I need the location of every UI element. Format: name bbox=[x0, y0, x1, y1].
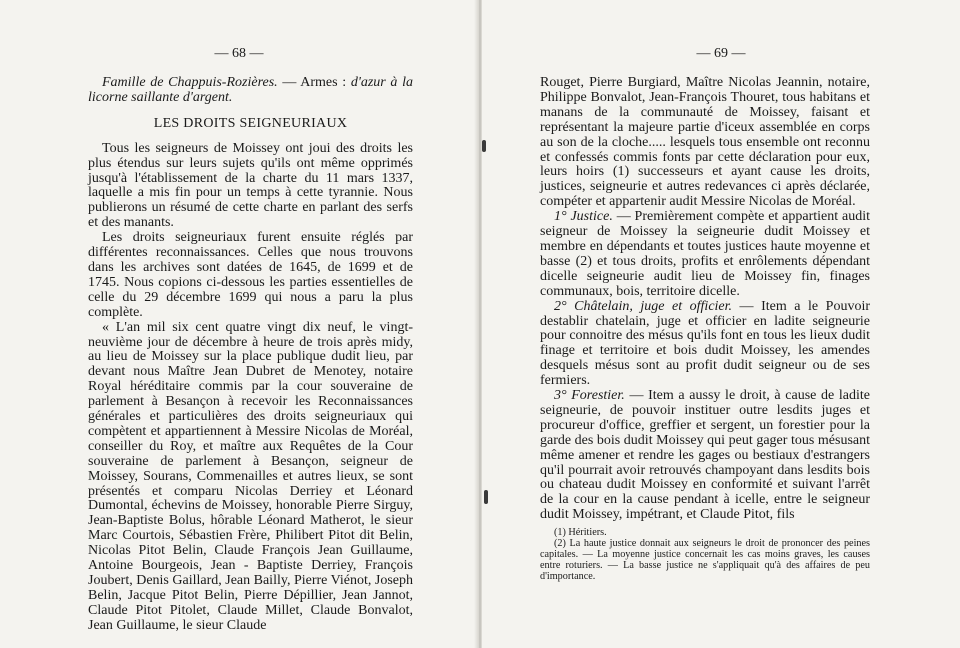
paragraph: Les droits seigneuriaux furent ensuite réglés par différentes reconnaissances. Celles que nous trouvons dans les archives sont datées de 1645, de 1699 et de 1745. Nous copions ci-dessous les parties essentielles de celle du 29 décembre 1699 qui nous a paru la plus complète. bbox=[88, 230, 413, 320]
article-label: 1° Justice. bbox=[554, 209, 613, 225]
article-text: — Premièrement compète et appartient audit seigneur de Moissey la seigneurie dudit Moissey et membre en dépendants et toutes justices haute moyenne et basse (2) et tous droits, profits et enrôlements dépendant dicelle seigneurie audit lieu de Moissey fin, finages communaux, bois, territoire dicelle. bbox=[540, 209, 870, 299]
footnote: (2) La haute justice donnait aux seigneurs le droit de prononcer des peines capitales. — La moyenne justice concernait les cas moins graves, les causes entre roturiers. — La basse justice ne s'appliquait qu'à des affaires de peu d'importance. bbox=[540, 538, 870, 582]
article-label: 2° Châtelain, juge et officier. bbox=[554, 298, 733, 314]
article-justice bbox=[540, 210, 870, 299]
family-arms: d'azur à la licorne saillante d'argent. bbox=[88, 75, 414, 105]
right-page bbox=[482, 0, 960, 648]
article-chatelain bbox=[540, 300, 870, 389]
paragraph: Rouget, Pierre Burgiard, Maître Nicolas Jeannin, notaire, Philippe Bonvalot, Jean-François Thouret, tous habitans et manans de la communauté de Moissey, faisant et représentant la majeure partie d'iceux assemblée en corps au son de la cloche..... lesquels tous ensemble ont reconnu et confessés commis fonts par cette déclaration pour eux, leurs hoirs (1) successeurs et ayant cause les droits, justices, seigneurie et autres redevances ci après déclarée, compéter et appartenir audit Messire Nicolas de Moréal. bbox=[540, 75, 870, 210]
left-text-block bbox=[88, 76, 413, 634]
article-label: 3° Forestier. bbox=[554, 388, 625, 404]
binding-mark bbox=[484, 490, 488, 504]
family-line bbox=[88, 76, 413, 106]
page-number: — 69 — bbox=[696, 46, 746, 61]
footnote: (1) Héritiers. bbox=[554, 527, 607, 538]
paragraph: Tous les seigneurs de Moissey ont joui des droits les plus étendus sur leurs sujets qu'ils ont même opprimés jusqu'à l'établissement de la charte du 11 mars 1337, laquelle a mis fin pour un temps à cette tyrannie. Nous publierons un résumé de cette charte en parlant des serfs et des manants. bbox=[88, 140, 413, 231]
article-text: — Item a le Pouvoir destablir chatelain, juge et officier en ladite seigneurie pour connoitre des mésus qu'ils font en tous les lieux dudit finage et territoire et bois dudit Moissey, les amendes desquels mésus sont au profit dudit seigneur ou de ses fermiers. bbox=[540, 298, 870, 389]
family-arms-label: — Armes : bbox=[277, 75, 351, 90]
paragraph: « L'an mil six cent quatre vingt dix neuf, le vingt-neuvième jour de décembre à heure de trois après midy, au lieu de Moissey sur la place publique dudit lieu, par devant nous Maître Jean Dubret de Menotey, notaire Royal héréditaire commis par la cour souveraine de parlement à Besançon à recevoir les Reconnaissances générales et particulières des droits seigneuriaux qui compètent et appartiennent à Messire Nicolas de Moréal, conseiller du Roy, et maître aux Requêtes de la Cour souveraine de parlement à Besançon, seigneur de Moissey, Sourans, Commenailles et autres lieux, se sont présentés et comparu Nicolas Derriey et Léonard Dumontal, échevins de Moissey, honorable Pierre Sirguy, Jean-Baptiste Bolus, hôrable Léonard Matherot, le sieur Marc Courtois, Sébastien Frère, Philibert Pitot dit Belin, Nicolas Pitot Belin, Claude François Jean Guillaume, Antoine Bourgeois, Jean - Baptiste Derriey, François Joubert, Denis Gaillard, Jean Bailly, Pierre Viénot, Joseph Belin, Jacque Pitot Belin, Pierre Dépillier, Jean Jannot, Claude Pitot Pitolet, Claude Millet, Claude Bonvalot, Jean Guillaume, le sieur Claude bbox=[88, 319, 413, 633]
section-heading: LES DROITS SEIGNEURIAUX bbox=[153, 115, 348, 131]
footnotes bbox=[540, 527, 870, 582]
article-text: — Item a aussy le droit, à cause de ladite seigneurie, de pouvoir instituer outre lesdits juges et procureur d'office, greffier et sergent, un forestier pour la garde des bois dudit Moissey qui peut gager tous mésusant même amener et rendre les gages ou bestiaux d'estrangers qu'il pourrait avoir retrouvés champoyant dans lesdits bois ou chateau dudit Moissey en conformité et suivant l'arrêt de la cour en la cause pendant à icelle, entre le seigneur dudit Moissey, impétrant, et Claude Pitot, fils bbox=[540, 388, 870, 523]
left-page bbox=[0, 0, 478, 648]
family-name: Famille de Chappuis-Rozières. bbox=[102, 75, 278, 90]
page-number: — 68 — bbox=[214, 46, 264, 61]
article-forestier bbox=[540, 389, 870, 523]
right-text-block bbox=[540, 76, 870, 523]
binding-mark bbox=[482, 140, 486, 152]
